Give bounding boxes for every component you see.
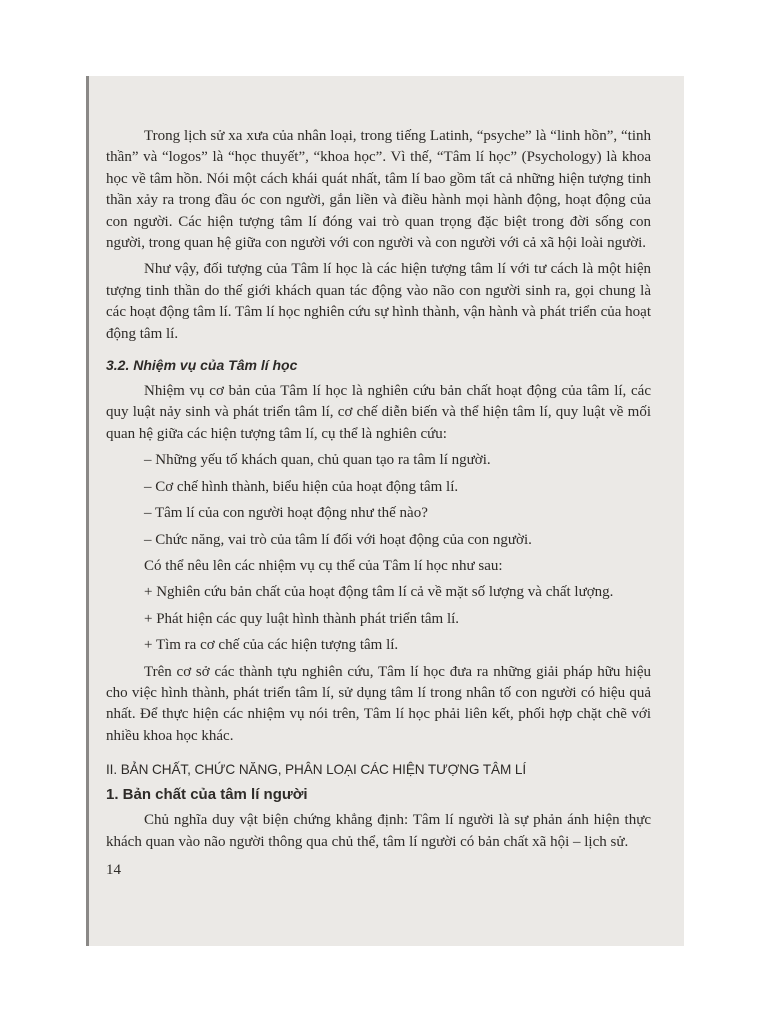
page-content xyxy=(106,126,651,858)
list-item: – Những yếu tố khách quan, chủ quan tạo ra tâm lí người. xyxy=(144,452,491,469)
section-heading-3-2: 3.2. Nhiệm vụ của Tâm lí học xyxy=(106,357,298,374)
closing-paragraph: Trên cơ sở các thành tựu nghiên cứu, Tâm lí học đưa ra những giải pháp hữu hiệu cho việc hình thành, phát triển tâm lí, sử dụng tâm lí trong nhân tố con người có hiệu quả nhất. Để thực hiện các nhiệm vụ nói trên, Tâm lí học phải liên kết, phối hợp chặt chẽ với nhiều khoa học khác. xyxy=(106,663,651,744)
list-item: – Chức năng, vai trò của tâm lí đối với hoạt động của con người. xyxy=(144,531,532,548)
list-item: – Cơ chế hình thành, biểu hiện của hoạt động tâm lí. xyxy=(144,478,459,495)
list-item: – Tâm lí của con người hoạt động như thế nào? xyxy=(144,505,428,522)
list-item: + Nghiên cứu bản chất của hoạt động tâm lí cả về mặt số lượng và chất lượng. xyxy=(144,584,614,601)
nature-paragraph: Chủ nghĩa duy vật biện chứng khẳng định: Tâm lí người là sự phản ánh hiện thực khách quan vào não người thông qua chủ thể, tâm lí người có bản chất xã hội – lịch sử. xyxy=(106,812,651,850)
list-item: + Phát hiện các quy luật hình thành phát triển tâm lí. xyxy=(144,610,460,627)
list-item: + Tìm ra cơ chế của các hiện tượng tâm lí. xyxy=(144,637,399,654)
section-heading-II: II. BẢN CHẤT, CHỨC NĂNG, PHÂN LOẠI CÁC HIỆN TƯỢNG TÂM LÍ xyxy=(106,762,527,778)
intro-paragraph-object: Như vậy, đối tượng của Tâm lí học là các hiện tượng tâm lí với tư cách là một hiện tượng tinh thần do thế giới khách quan tác động vào não con người sinh ra, gọi chung là các hoạt động tâm lí. Tâm lí học nghiên cứu sự hình thành, vận hành và phát triển của hoạt động tâm lí. xyxy=(106,261,651,342)
binding-edge-shadow xyxy=(86,76,89,946)
subsection-heading-1: 1. Bản chất của tâm lí người xyxy=(106,786,308,804)
page-number: 14 xyxy=(106,862,121,878)
tasks-intro-paragraph: Nhiệm vụ cơ bản của Tâm lí học là nghiên cứu bản chất hoạt động của tâm lí, các quy luật nảy sinh và phát triển tâm lí, cơ chế diễn biến và thể hiện tâm lí, quy luật về mối quan hệ giữa các hiện tượng tâm lí, cụ thể là nghiên cứu: xyxy=(106,383,651,442)
tasks-list-intro: Có thể nêu lên các nhiệm vụ cụ thể của Tâm lí học như sau: xyxy=(144,557,503,574)
intro-paragraph-psyche: Trong lịch sử xa xưa của nhân loại, trong tiếng Latinh, “psyche” là “linh hồn”, “tinh thần” và “logos” là “học thuyết”, “khoa học”. Vì thế, “Tâm lí học” (Psychology) là khoa học về tâm hồn. Nói một cách khái quát nhất, tâm lí bao gồm tất cả những hiện tượng tinh thần xảy ra trong đầu óc con người, gắn liền và điều hành mọi hành động, hoạt động của con người. Các hiện tượng tâm lí đóng vai trò quan trọng đặc biệt trong đời sống con người, trong quan hệ giữa con người với con người và con người với cả xã hội loài người. xyxy=(106,128,651,252)
